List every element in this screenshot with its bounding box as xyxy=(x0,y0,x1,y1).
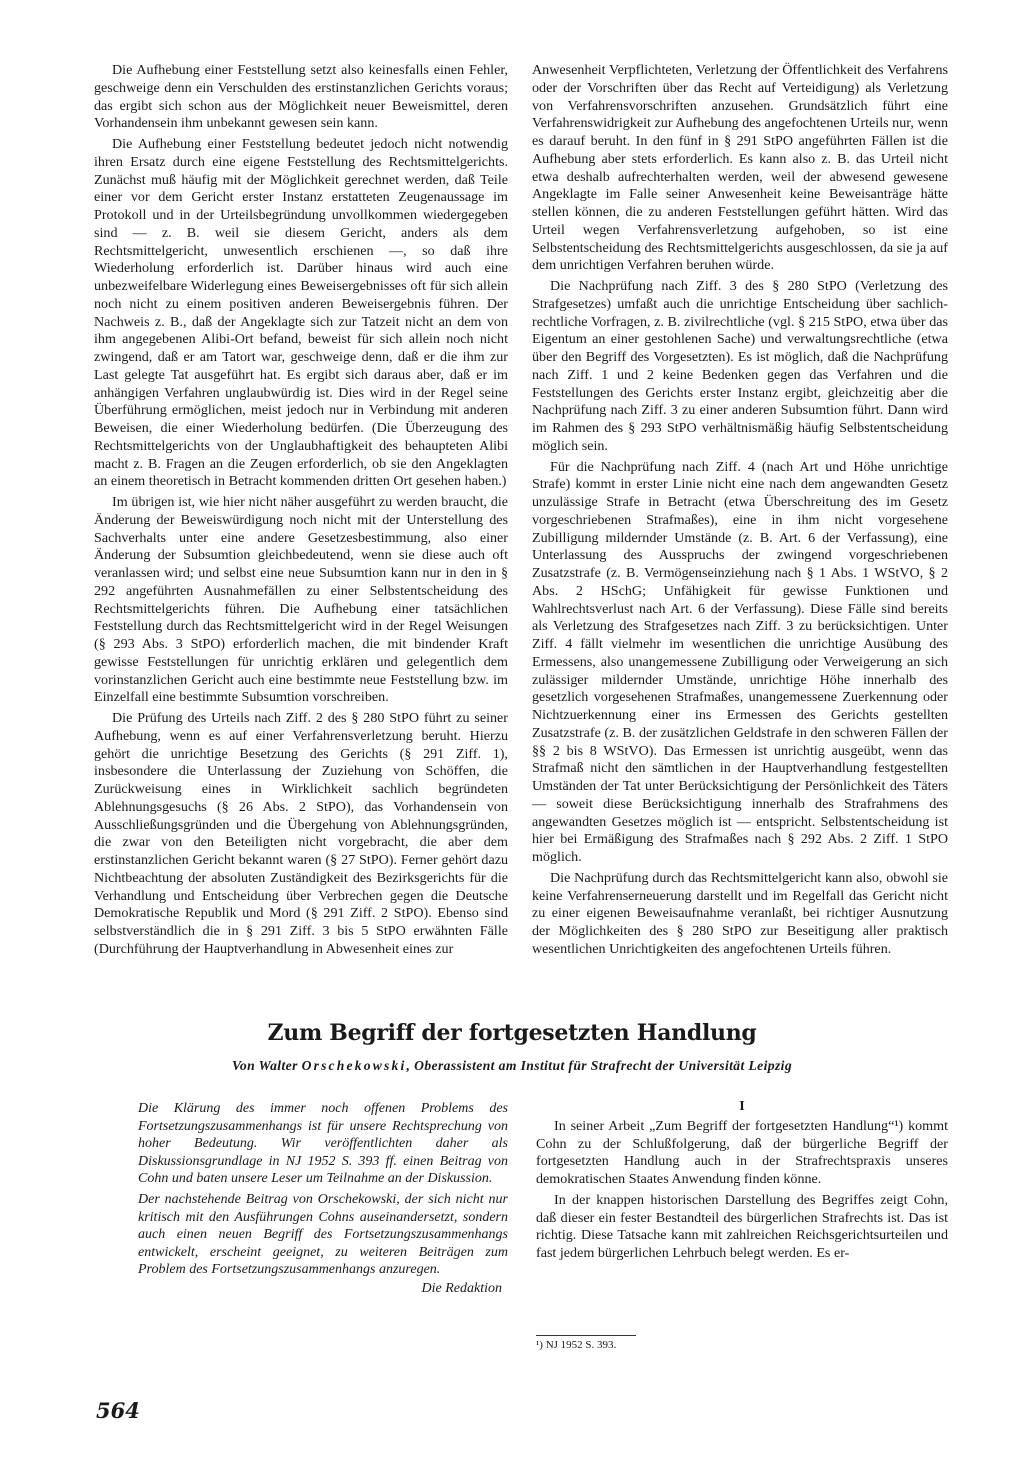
paragraph: Anwesenheit Verpflichteten, Verletzung der Öffentlichkeit des Verfahrens oder der Vorschriften über das Recht auf Verteidigung) als Verletzung von Verfahrensvorschriften anzusehen. Grundsätzlich führt eine Verfahrenswidrigkeit zur Aufhebung des angefochtenen Urteils nur, wenn es darauf beruht. In den fünf in § 291 StPO angeführten Fällen ist die Aufhebung aber stets erforderlich. Es kann also z. B. das Urteil nicht etwa deshalb aufrechterhalten werden, weil der abwesend gewesene Angeklagte im Falle seiner Anwesenheit keine Beweisanträge hätte stellen können, die zu anderen Feststellungen geführt hätten. Wird das Urteil wegen Verfahrensverletzung aufgehoben, so ist eine Selbstentscheidung des Rechtsmittelgerichts ausgeschlossen, da sie ja auf dem unrichtigen Verfahren beruhen würde. xyxy=(532,62,948,274)
article-body xyxy=(536,1098,948,1266)
byline-author: Orschekowski xyxy=(301,1058,407,1073)
right-column xyxy=(532,62,948,962)
article-byline xyxy=(0,1058,1024,1074)
byline-suffix: , Oberassistent am Institut für Strafrecht der Universität Leipzig xyxy=(406,1058,793,1073)
editor-note-paragraph: Die Klärung des immer noch offenen Problems des Fortsetzungszusammenhangs ist für unsere Rechtsprechung von hoher Bedeutung. Wir veröffentlichten daher als Diskussionsgrundlage in NJ 1952 S. 393 ff. einen Beitrag von Cohn und baten unsere Leser um Teilnahme an der Diskussion. xyxy=(138,1101,508,1187)
paragraph: Die Aufhebung einer Feststellung bedeutet jedoch nicht notwendig ihren Ersatz durch eine eigene Feststellung des Rechtsmittelgerichts. Zunächst muß häufig mit der Möglichkeit gerechnet werden, daß Teile einer vor dem Gericht erster Instanz erstatteten Zeugenaussage im Protokoll und in der Urteilsbegründung unvollkommen wiedergegeben sind — z. B. weil sie diesem Gericht, anders als dem Rechtsmittelgericht, unwesentlich erschienen —, so daß ihre Wiederholung erforderlich ist. Darüber hinaus wird auch eine unbezweifelbare Widerlegung eines Beweisergebnisses oft für sich allein noch nicht zu einem positiven anderen Beweisergebnis führen. Der Nachweis z. B., daß der Angeklagte sich zur Tatzeit nicht an dem von ihm angegebenen Alibi-Ort befand, beweist für sich allein noch nicht zwingend, daß er am Tatort war, geschweige denn, daß er die ihm zur Last gelegte Tat ausgeführt hat. Es ergibt sich daraus aber, daß er im anhängigen Verfahren unglaubwürdig ist. Dies wird in der Regel seine Überführung ermöglichen, meist jedoch nur in Verbindung mit anderen Beweisen, die einer Wiederholung bedürfen. (Die Überzeugung des Rechtsmittelgerichts von der Unglaubhaftigkeit des behaupteten Alibi macht z. B. Fragen an die Zeugen erforderlich, ob sie den Angeklagten an einem theoretisch in Betracht kommenden dritten Ort gesehen haben.) xyxy=(94,136,508,490)
paragraph: In der knappen historischen Darstellung des Begriffes zeigt Cohn, daß dieser ein fester Bestandteil des bürgerlichen Strafrechts ist. Das ist richtig. Diese Tatsache kann mit zahlreichen Reichsgerichtsurteilen und fast jedem bürgerlichen Lehrbuch belegt werden. Es er- xyxy=(536,1191,948,1261)
footnote-divider xyxy=(536,1335,636,1336)
paragraph: Die Nachprüfung durch das Rechtsmittelgericht kann also, obwohl sie keine Verfahrenserneuerung darstellt und im Regelfall das Gericht nicht zu einer eigenen Beweisaufnahme veranlaßt, bei richtiger Ausnutzung der Möglichkeiten des § 280 StPO zur Beseitigung aller praktisch wesentlichen Unrichtigkeiten des angefochtenen Urteils führen. xyxy=(532,869,948,957)
paragraph: Die Prüfung des Urteils nach Ziff. 2 des § 280 StPO führt zu seiner Aufhebung, wenn es auf einer Verfahrensverletzung beruht. Hierzu gehört die unrichtige Besetzung des Gerichts (§ 291 Ziff. 1), insbesondere die Unterlassung der Zuziehung von Schöffen, die Zurückweisung eines in Wirklichkeit sachlich begründeten Ablehnungsgesuchs (§ 26 Abs. 2 StPO), das Vorhandensein von Ausschließungsgründen und die Übergehung von Ablehnungsgründen, die zwar von den Beteiligten nicht vorgebracht, die aber dem erstinstanzlichen Gericht bekannt waren (§ 27 StPO). Ferner gehört dazu Nichtbeachtung der absoluten Zuständigkeit des Bezirksgerichts für die Verhandlung und Entscheidung über Verbrechen gegen die Deutsche Demokratische Republik und Mord (§ 291 Ziff. 2 StPO). Ebenso sind selbstverständlich die in § 291 Ziff. 3 bis 5 StPO erwähnten Fälle (Durchführung der Hauptverhandlung in Abwesenheit eines zur xyxy=(94,710,508,957)
page-number: 564 xyxy=(96,1398,140,1423)
paragraph: Die Aufhebung einer Feststellung setzt also keinesfalls einen Fehler, geschweige denn ein Verschulden des erstinstanzlichen Gerichts voraus; das ergibt sich schon aus der Möglichkeit neuer Beweismittel, deren Vorhandensein ihm unbekannt gewesen sein kann. xyxy=(94,62,508,132)
paragraph: Für die Nachprüfung nach Ziff. 4 (nach Art und Höhe unrichtige Strafe) kommt in erster Linie nicht eine nach dem angewandten Gesetz unzulässige Strafe in Betracht (etwa Überschreitung des im Gesetz vorgeschriebenen Strafmaßes), eine in ihm nicht vorgesehene Zubilligung mildernder Umstände (z. B. Art. 6 der Verfassung), eine Unterlassung des Ausspruchs der zwingend vorgeschriebenen Zusatzstrafe (z. B. Vermögenseinziehung nach § 1 Abs. 1 WStVO, § 2 Abs. 2 HSchG; Unfähigkeit für gewisse Funktionen und Wahlrechtsverlust nach Art. 6 der Verfassung). Diese Fälle sind bereits als Verletzung des Strafgesetzes nach Ziff. 3 zu berücksichtigen. Unter Ziff. 4 fällt vielmehr im wesentlichen die unrichtige Ausübung des Ermessens, also unangemessene Zubilligung oder Verweigerung an sich zulässiger mildernder Umstände, unrichtige Höhe innerhalb des gesetzlich vorgesehenen Strafmaßes, unangemessene Zuerkennung oder Nichtzuerkennung einer ins Ermessen des Gerichts gestellten Zusatzstrafe (z. B. der zusätzlichen Geldstrafe in den schweren Fällen der §§ 2 bis 8 WStVO). Das Ermessen ist unrichtig ausgeübt, wenn das Strafmaß nicht den sämtlichen in der Hauptverhandlung festgestellten Umständen der Tat unter Berücksichtigung der Persönlichkeit des Täters — soweit diese Berücksichtigung innerhalb des Strafrahmens des angewandten Gesetzes möglich ist — entspricht. Selbstentscheidung ist hier bei Ermäßigung des Strafmaßes nach § 292 Abs. 2 Ziff. 1 StPO möglich. xyxy=(532,458,948,865)
paragraph: Im übrigen ist, wie hier nicht näher ausgeführt zu werden braucht, die Änderung der Beweiswürdigung noch nicht mit der Unterstellung des Sachverhalts unter eine andere Gesetzesbestimmung, also einer Änderung der Subsumtion gleichbedeutend, wenn sie diese auch oft veranlassen wird; und selbst eine neue Subsumtion kann nur in den in § 292 angeführten Ausnahmefällen zu einer Selbstentscheidung des Rechtsmittelgerichts führen. Die Aufhebung einer tatsächlichen Feststellung durch das Rechtsmittelgericht wird in der Regel Weisungen (§ 293 Abs. 3 StPO) erforderlich machen, die mit bindender Kraft gewisse Feststellungen für unrichtig erklären und gelegentlich dem vorinstanzlichen Gericht auch eine bestimmte neue Feststellung bzw. im Einzelfall eine bestimmte Subsumtion vorschreiben. xyxy=(94,494,508,706)
editor-note-paragraph: Der nachstehende Beitrag von Orschekowski, der sich nicht nur kritisch mit den Ausführungen Cohns auseinandersetzt, sondern auch einen neuen Begriff des Fortsetzungszusammenhangs entwickelt, erscheint geeignet, zu weiteren Beiträgen zum Problem des Fortsetzungszusammenhangs anzuregen. xyxy=(138,1191,508,1278)
editor-signature: Die Redaktion xyxy=(421,1280,502,1296)
editor-note xyxy=(138,1100,508,1298)
paragraph: Die Nachprüfung nach Ziff. 3 des § 280 StPO (Verletzung des Strafgesetzes) umfaßt auch die unrichtige Entscheidung über sachlich-rechtliche Vorfragen, z. B. zivilrechtliche (vgl. § 215 StPO, etwa über das Eigentum an einer gestohlenen Sache) und verwaltungsrechtliche (etwa über den Begriff des Vorgesetzten). Es ist möglich, daß die Nachprüfung nach Ziff. 1 und 2 keine Bedenken gegen das Verfahren und die Feststellungen des Gerichts erster Instanz ergibt, gleichzeitig aber die Nachprüfung nach Ziff. 3 zu einer anderen Subsumtion führt. Dann wird im Rahmen des § 293 StPO verhältnismäßig häufig Selbstentscheidung möglich sein. xyxy=(532,278,948,454)
article-title: Zum Begriff der fortgesetzten Handlung xyxy=(267,1020,757,1046)
byline-prefix: Von Walter xyxy=(231,1058,302,1073)
footnote: ¹) NJ 1952 S. 393. xyxy=(536,1339,617,1351)
section-numeral: I xyxy=(739,1098,745,1114)
paragraph: In seiner Arbeit „Zum Begriff der fortgesetzten Handlung“¹) kommt Cohn zu der Schlußfolgerung, daß der bürgerliche Begriff der fortgesetzten Handlung auch in der Strafrechtspraxis unseres demokratischen Staates Anwendung finden könne. xyxy=(536,1117,948,1187)
left-column xyxy=(94,62,508,962)
